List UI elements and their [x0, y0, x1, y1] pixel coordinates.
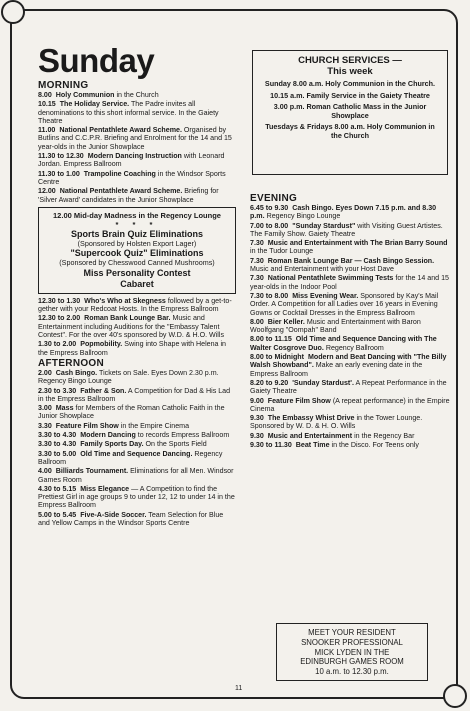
- item-title: National Pentathlete Swimming Tests: [267, 274, 394, 283]
- item-time: 12.30 to 2.00: [38, 314, 81, 323]
- morning-list: [38, 91, 236, 204]
- schedule-item: [38, 440, 236, 448]
- schedule-item: [250, 204, 450, 221]
- schedule-item: [250, 239, 450, 256]
- cabaret: Cabaret: [120, 278, 154, 289]
- schedule-item: [38, 170, 236, 187]
- morning-heading: MORNING: [38, 80, 89, 91]
- item-time: 10.15: [38, 100, 56, 109]
- item-title: Feature Film Show: [267, 396, 331, 405]
- item-title: Bier Keller.: [267, 317, 305, 326]
- item-description: Sponsored by Kay's Mail Order. A Competition for all Ladies over 16 years in Evening Gowns or Cocktail Dresses in the Empress Ballroom: [250, 291, 439, 317]
- midday-madness-box: [38, 207, 236, 294]
- schedule-item: [250, 318, 450, 335]
- item-time: 8.00 to 11.15: [250, 335, 292, 344]
- schedule-item: [38, 369, 236, 386]
- schedule-item: [38, 450, 236, 467]
- item-description: in the Windsor Sports Centre: [38, 169, 226, 186]
- item-title: National Pentathlete Award Scheme.: [59, 187, 183, 196]
- schedule-item: [38, 431, 236, 439]
- item-description: Regency Bingo Lounge: [264, 212, 341, 221]
- schedule-item: [38, 100, 236, 125]
- schedule-item: [38, 152, 236, 169]
- item-time: 3.30: [38, 421, 52, 430]
- item-title: Music and Entertainment with The Brian Barry Sound: [267, 239, 448, 248]
- item-description: Briefing for 'Silver Award' candidates in the Junior Showplace: [38, 187, 219, 204]
- item-title: Family Sports Day.: [80, 440, 144, 449]
- item-description: Music and Entertainment with Baron Woolfgang "Oompah" Band: [250, 317, 421, 335]
- schedule-item: [38, 314, 236, 339]
- item-time: 8.20 to 9.20: [250, 378, 289, 387]
- item-description: Team Selection for Blue and Yellow Camps in the Windsor Sports Centre: [38, 510, 224, 527]
- item-description: Organised by Butlins and C.C.P.R. Briefing and Enrolment for the 14 and 15 year-olds in the Junior Showplace: [38, 126, 232, 151]
- item-title: Modern and Beat Dancing with "The Billy Walsh Showband".: [250, 353, 447, 370]
- schedule-item: [250, 397, 450, 414]
- item-title: Five-A-Side Soccer.: [80, 510, 147, 519]
- item-description: Music and Entertainment with your Host Dave: [250, 265, 394, 274]
- item-title: Miss Evening Wear.: [292, 291, 359, 300]
- schedule-item: [38, 187, 236, 204]
- item-time: 6.45 to 9.30: [250, 204, 289, 212]
- item-time: 8.00: [250, 317, 264, 326]
- item-title: Popmobility.: [80, 340, 123, 349]
- left-column: [38, 80, 236, 528]
- item-title: Cash Bingo.: [55, 368, 98, 377]
- item-title: National Pentathlete Award Scheme.: [59, 126, 182, 135]
- item-title: Modern Dancing: [80, 431, 136, 440]
- midday-list: [38, 297, 236, 357]
- item-title: Roman Bank Lounge Bar.: [84, 314, 171, 323]
- snooker-box: [276, 623, 428, 681]
- item-description: Swing into Shape with Helena in the Empress Ballroom: [38, 340, 226, 357]
- item-title: The Embassy Whist Drive: [267, 414, 355, 423]
- schedule-item: [250, 257, 450, 274]
- midday-stars: * * *: [115, 219, 159, 229]
- item-description: Regency Ballroom: [323, 343, 384, 352]
- schedule-item: [38, 404, 236, 421]
- item-time: 11.30 to 1.00: [38, 169, 80, 178]
- right-column: [250, 193, 450, 450]
- item-title: Holy Communion: [55, 91, 115, 99]
- evening-list: [250, 204, 450, 449]
- schedule-item: [250, 335, 450, 352]
- item-description: — A Competition to find the Prettiest Girl in age groups 9 to under 12, 12 to under 14 in the Empress Ballroom: [38, 484, 235, 510]
- church-line: Tuesdays & Fridays 8.00 a.m. Holy Communion in the Church: [265, 122, 435, 140]
- supercook-sponsor: (Sponsored by Chesswood Canned Mushrooms): [59, 258, 215, 268]
- item-title: Who's Who at Skegness: [84, 296, 166, 305]
- sports-quiz-sponsor: (Sponsored by Holsten Export Lager): [77, 238, 197, 248]
- item-time: 8.00: [38, 91, 52, 99]
- item-title: Billiards Tournament.: [55, 467, 129, 476]
- schedule-item: [250, 414, 450, 431]
- item-description: Regency Ballroom: [38, 449, 223, 466]
- item-time: 9.00: [250, 396, 264, 405]
- schedule-item: [38, 422, 236, 430]
- sports-quiz: Sports Brain Quiz Eliminations: [70, 228, 204, 239]
- item-time: 3.30 to 4.30: [38, 440, 77, 449]
- item-title: Father & Son.: [80, 386, 127, 395]
- supercook-quiz: "Supercook Quiz" Eliminations: [70, 248, 204, 259]
- item-description: in the Tudor Lounge: [250, 247, 314, 256]
- item-time: 4.00: [38, 467, 52, 476]
- schedule-item: [250, 441, 450, 449]
- item-time: 5.00 to 5.45: [38, 510, 77, 519]
- item-description: in the Regency Bar: [352, 431, 415, 440]
- item-time: 11.30 to 12.30: [38, 152, 84, 161]
- item-title: Mass: [55, 404, 74, 413]
- schedule-item: [250, 292, 450, 317]
- item-title: Cash Bingo. Eyes Down 7.15 p.m. and 8.30 p.m.: [250, 204, 437, 221]
- item-description: in the Church: [114, 91, 159, 99]
- item-description: for the 14 and 15 year-olds in the Indoor Pool: [250, 274, 449, 291]
- schedule-item: [250, 353, 450, 378]
- item-time: 3.00: [38, 404, 52, 413]
- snooker-line: SNOOKER PROFESSIONAL: [301, 637, 403, 647]
- item-description: Tickets on Sale. Eyes Down 2.30 p.m. Regency Bingo Lounge: [38, 368, 219, 386]
- item-description: in the Empire Cinema: [118, 421, 190, 430]
- schedule-item: [250, 379, 450, 396]
- item-description: Make an early evening date in the Empress Ballroom: [250, 361, 423, 378]
- item-time: 8.00 to Midnight: [250, 353, 304, 362]
- schedule-item: [38, 91, 236, 99]
- item-description: with Visiting Guest Artistes. The Family Show. Gaiety Theatre: [250, 221, 443, 238]
- item-time: 9.30: [250, 431, 264, 440]
- church-line: 3.00 p.m. Roman Catholic Mass in the Junior Showplace: [273, 102, 427, 120]
- snooker-line: EDINBURGH GAMES ROOM: [300, 657, 404, 667]
- item-time: 3.30 to 4.30: [38, 431, 77, 440]
- church-line: Sunday 8.00 a.m. Holy Communion in the Church.: [264, 79, 436, 88]
- item-time: 7.30: [250, 239, 264, 248]
- schedule-item: [38, 387, 236, 404]
- schedule-item: [38, 511, 236, 528]
- church-services-box: [252, 50, 448, 175]
- item-title: The Holiday Service.: [59, 100, 130, 109]
- item-description: followed by a get-to-gether with your Redcoat Hosts. In the Empress Ballroom: [38, 296, 232, 314]
- evening-heading: EVENING: [250, 193, 298, 204]
- schedule-item: [38, 485, 236, 510]
- item-time: 12.30 to 1.30: [38, 296, 81, 305]
- item-time: 2.30 to 3.30: [38, 386, 77, 395]
- schedule-item: [250, 222, 450, 239]
- church-heading: CHURCH SERVICES —: [298, 55, 402, 66]
- item-time: 12.00: [38, 187, 56, 196]
- item-description: for Members of the Roman Catholic Faith in the Junior Showplace: [38, 404, 225, 421]
- item-title: Modern Dancing Instruction: [87, 152, 182, 161]
- church-subheading: This week: [327, 66, 373, 77]
- schedule-item: [38, 126, 236, 151]
- church-line: 10.15 a.m. Family Service in the Gaiety Theatre: [270, 90, 430, 100]
- item-time: 7.00 to 8.00: [250, 221, 289, 230]
- item-description: with Leonard Jordan. Empress Ballroom: [38, 152, 225, 169]
- item-description: to records Empress Ballroom: [135, 431, 230, 440]
- item-description: in the Tower Lounge. Sponsored by W. D. & H. O. Wills: [250, 414, 423, 431]
- schedule-item: [250, 432, 450, 440]
- item-time: 9.30 to 11.30: [250, 441, 292, 450]
- item-title: Music and Entertainment: [267, 431, 353, 440]
- personality-contest: Miss Personality Contest: [83, 267, 191, 278]
- schedule-item: [38, 467, 236, 484]
- afternoon-list: [38, 369, 236, 527]
- midday-title: 12.00 Mid-day Madness in the Regency Lounge: [53, 210, 221, 220]
- schedule-item: [38, 340, 236, 357]
- item-title: "Sunday Stardust": [292, 221, 356, 230]
- item-time: 1.30 to 2.00: [38, 340, 77, 349]
- page-number: 11: [235, 685, 243, 692]
- item-title: Old Time and Sequence Dancing with The Walter Cosgrove Duo.: [250, 335, 437, 352]
- afternoon-heading: AFTERNOON: [38, 357, 105, 369]
- item-title: Feature Film Show: [55, 421, 119, 430]
- item-title: Roman Bank Lounge Bar — Cash Bingo Session.: [267, 256, 435, 265]
- item-time: 2.00: [38, 368, 52, 377]
- item-description: in the Disco. For Teens only: [329, 441, 419, 450]
- snooker-line: MICK LYDEN IN THE: [314, 647, 390, 657]
- item-title: Miss Elegance: [80, 484, 130, 493]
- item-description: A Repeat Performance in the Gaiety Theatre: [250, 378, 447, 396]
- snooker-line: MEET YOUR RESIDENT: [308, 628, 396, 637]
- item-time: 9.30: [250, 414, 264, 423]
- item-time: 11.00: [38, 126, 56, 135]
- item-description: On the Sports Field: [143, 440, 207, 449]
- item-description: A Competition for Dad & His Lad in the Empress Ballroom: [38, 386, 231, 403]
- item-title: Beat Time: [295, 441, 330, 450]
- page-title: Sunday: [38, 42, 155, 79]
- item-description: The Padre invites all denominations to this short informal service. In the Gaiety Theatre: [38, 100, 219, 125]
- item-description: (A repeat performance) in the Empire Cinema: [250, 396, 450, 413]
- item-title: Trampoline Coaching: [83, 169, 156, 178]
- schedule-item: [250, 274, 450, 291]
- item-time: 7.30 to 8.00: [250, 291, 289, 300]
- item-description: Music and Entertainment including Auditions for the "Embassy Talent Contest". For the over 40's sponsored by W.D. & H.O. Wills: [38, 314, 225, 340]
- item-title: 'Sunday Stardust'.: [292, 378, 354, 387]
- item-description: Eliminations for all Men. Windsor Games Room: [38, 467, 234, 484]
- item-time: 7.30: [250, 274, 264, 283]
- item-time: 3.30 to 5.00: [38, 449, 77, 458]
- item-time: 7.30: [250, 256, 264, 265]
- snooker-line: 10 a.m. to 12.30 p.m.: [315, 667, 389, 677]
- schedule-item: [38, 297, 236, 314]
- item-time: 4.30 to 5.15: [38, 484, 77, 493]
- item-title: Old Time and Sequence Dancing.: [80, 449, 193, 458]
